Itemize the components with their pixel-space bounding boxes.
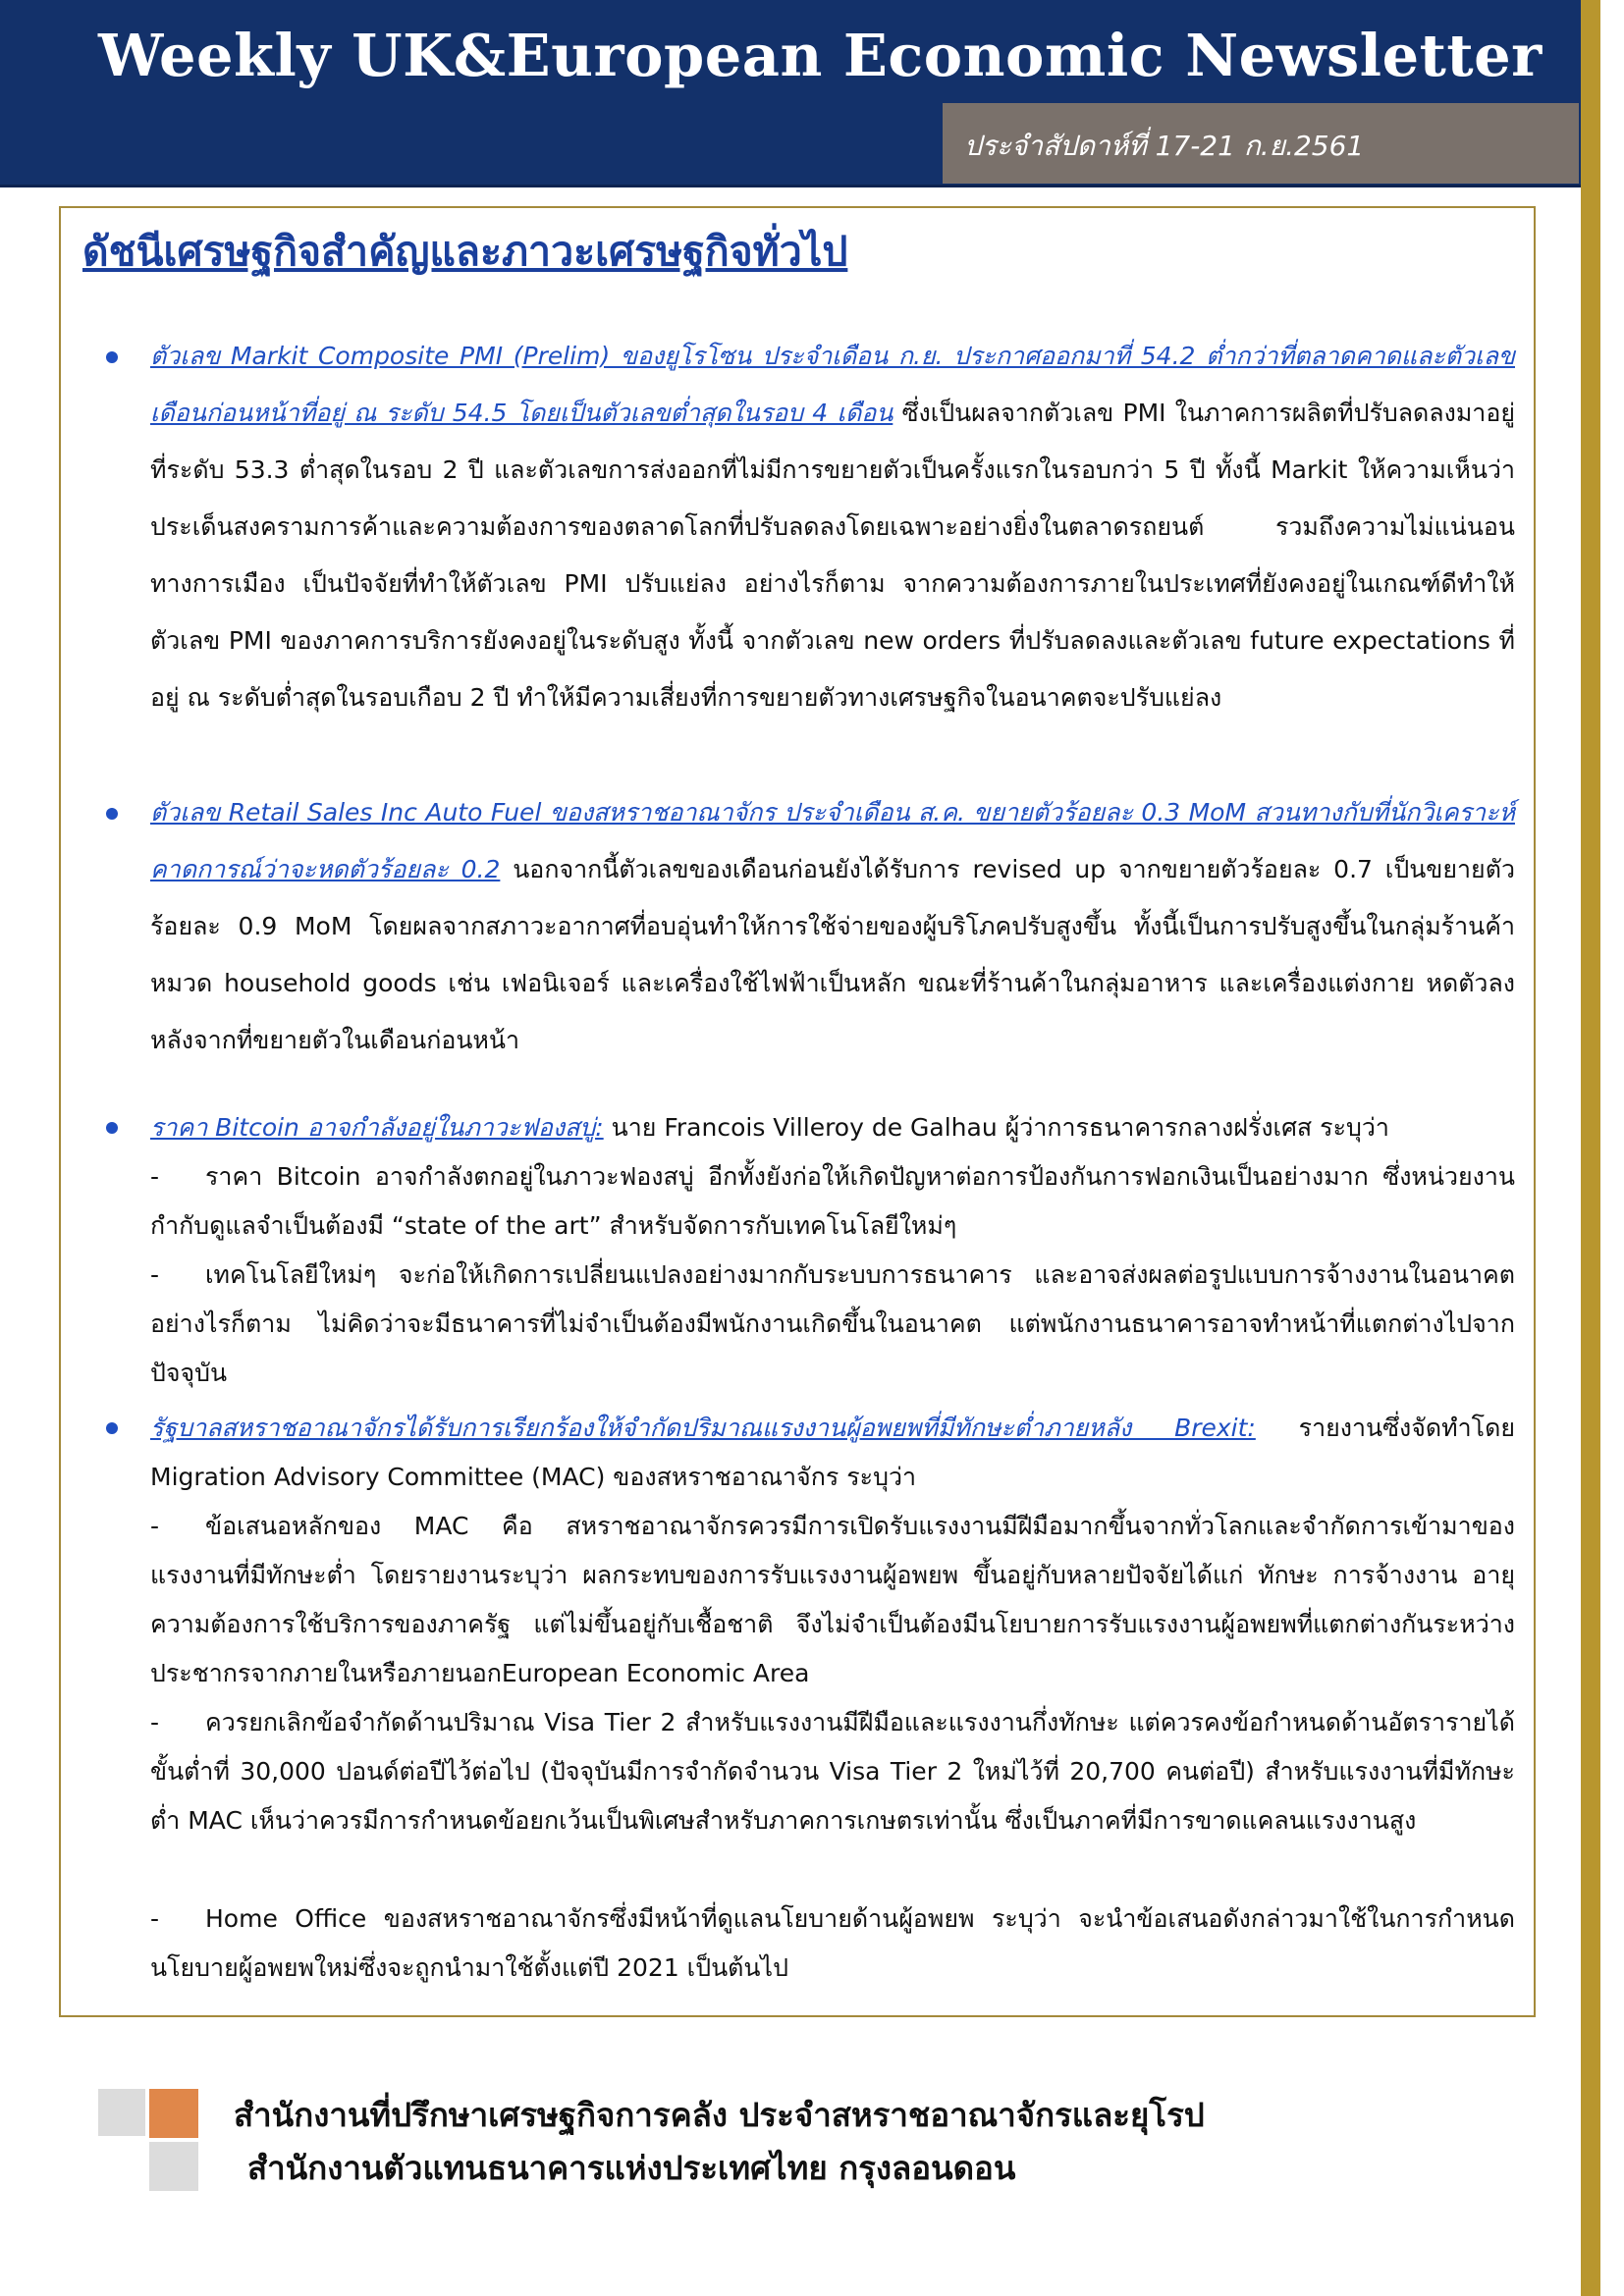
news-item-lead: รัฐบาลสหราชอาณาจักรได้รับการเรียกร้องให้จำกัดปริมาณแรงงานผู้อพยพที่มีทักษะต่ำภายหลัง Brexit: bbox=[150, 1414, 1256, 1442]
bullet-icon bbox=[106, 808, 118, 820]
sub-point bbox=[150, 1251, 1515, 1398]
dash-marker: - bbox=[150, 1260, 160, 1289]
news-item-body: นอกจากนี้ตัวเลขของเดือนก่อนยังได้รับการ revised up จากขยายตัวร้อยละ 0.7 เป็นขยายตัวร้อยละ 0.9 MoM โดยผลจากสภาวะอากาศที่อบอุ่นทำให้การใช้จ่ายของผู้บริโภคปรับสูงขึ้น ทั้งนี้เป็นการปรับสูงขึ้นในกลุ่มร้านค้าหมวด household goods เช่น เฟอนิเจอร์ และเครื่องใช้ไฟฟ้าเป็นหลัก ขณะที่ร้านค้าในกลุ่มอาหาร และเครื่องแต่งกาย หดตัวลงหลังจากที่ขยายตัวในเดือนก่อนหน้า bbox=[150, 855, 1515, 1054]
issue-date: ประจำสัปดาห์ที่ 17-21 ก.ย.2561 bbox=[964, 130, 1365, 162]
bullet-icon bbox=[106, 1422, 118, 1434]
section-title: ดัชนีเศรษฐกิจสำคัญและภาวะเศรษฐกิจทั่วไป bbox=[82, 228, 848, 275]
sub-point bbox=[150, 1502, 1515, 1698]
news-item-lead: ราคา Bitcoin อาจกำลังอยู่ในภาวะฟองสบู่: bbox=[150, 1113, 604, 1142]
news-item-body: นาย Francois Villeroy de Galhau ผู้ว่าการธนาคารกลางฝรั่งเศส ระบุว่า bbox=[603, 1113, 1389, 1142]
news-item-body: ซึ่งเป็นผลจากตัวเลข PMI ในภาคการผลิตที่ปรับลดลงมาอยู่ที่ระดับ 53.3 ต่ำสุดในรอบ 2 ปี และตัวเลขการส่งออกที่ไม่มีการขยายตัวเป็นครั้งแรกในรอบกว่า 5 ปี ทั้งนี้ Markit ให้ความเห็นว่า ประเด็นสงครามการค้าและความต้องการของตลาดโลกที่ปรับลดลงโดยเฉพาะอย่างยิ่งในตลาดรถยนต์ รวมถึงความไม่แน่นอนทางการเมือง เป็นปัจจัยที่ทำให้ตัวเลข PMI ปรับแย่ลง อย่างไรก็ตาม จากความต้องการภายในประเทศที่ยังคงอยู่ในเกณฑ์ดีทำให้ตัวเลข PMI ของภาคการบริการยังคงอยู่ในระดับสูง ทั้งนี้ จากตัวเลข new orders ที่ปรับลดลงและตัวเลข future expectations ที่อยู่ ณ ระดับต่ำสุดในรอบเกือบ 2 ปี ทำให้มีความเสี่ยงที่การขยายตัวทางเศรษฐกิจในอนาคตจะปรับแย่ลง bbox=[150, 399, 1516, 712]
footer-grey-square bbox=[98, 2089, 145, 2136]
sub-point-text: ราคา Bitcoin อาจกำลังตกอยู่ในภาวะฟองสบู่ อีกทั้งยังก่อให้เกิดปัญหาต่อการป้องกันการฟอกเงินเป็นอย่างมาก ซึ่งหน่วยงานกำกับดูแลจำเป็นต้องมี “state of the art” สำหรับจัดการกับเทคโนโลยีใหม่ๆ bbox=[150, 1162, 1515, 1240]
header-banner bbox=[0, 0, 1593, 187]
news-item-lead: ตัวเลข Markit Composite PMI (Prelim) ของยูโรโซน ประจำเดือน ก.ย. ประกาศออกมาที่ 54.2 ต่ำกว่าที่ตลาดคาดและตัวเลขเดือนก่อนหน้าที่อยู่ ณ ระดับ 54.5 โดยเป็นตัวเลขต่ำสุดในรอบ 4 เดือน bbox=[150, 342, 1515, 427]
dash-marker: - bbox=[150, 1162, 160, 1191]
sub-point bbox=[150, 1152, 1515, 1251]
sub-point-text: เทคโนโลยีใหม่ๆ จะก่อให้เกิดการเปลี่ยนแปลงอย่างมากกับระบบการธนาคาร และอาจส่งผลต่อรูปแบบการจ้างงานในอนาคต อย่างไรก็ตาม ไม่คิดว่าจะมีธนาคารที่ไม่จำเป็นต้องมีพนักงานเกิดขึ้นในอนาคต แต่พนักงานธนาคารอาจทำหน้าที่แตกต่างไปจากปัจจุบัน bbox=[150, 1260, 1515, 1387]
footer-bank-office: สำนักงานตัวแทนธนาคารแห่งประเทศไทย กรุงลอนดอน bbox=[247, 2149, 1016, 2187]
sub-point-text: Home Office ของสหราชอาณาจักรซึ่งมีหน้าที่ดูแลนโยบายด้านผู้อพยพ ระบุว่า จะนำข้อเสนอดังกล่าวมาใช้ในการกำหนดนโยบายผู้อพยพใหม่ซึ่งจะถูกนำมาใช้ตั้งแต่ปี 2021 เป็นต้นไป bbox=[150, 1904, 1515, 1982]
sub-point bbox=[150, 1895, 1515, 1993]
gold-side-bar-top bbox=[1581, 0, 1600, 103]
date-banner bbox=[943, 103, 1579, 184]
footer-grey-square bbox=[149, 2142, 198, 2191]
bullet-icon bbox=[106, 351, 118, 363]
footer-orange-square bbox=[149, 2089, 198, 2138]
news-item-retail-sales bbox=[150, 784, 1515, 1069]
newsletter-title: Weekly UK&European Economic Newsletter bbox=[98, 22, 1543, 89]
news-item-bitcoin bbox=[150, 1103, 1515, 1152]
bullet-icon bbox=[106, 1122, 118, 1134]
news-item-migration bbox=[150, 1404, 1515, 1502]
news-item-body: รายงานซึ่งจัดทำโดย Migration Advisory Committee (MAC) ของสหราชอาณาจักร ระบุว่า bbox=[150, 1414, 1515, 1491]
sub-point bbox=[150, 1698, 1515, 1845]
dash-marker: - bbox=[150, 1708, 160, 1736]
news-item-pmi bbox=[150, 328, 1515, 726]
gold-side-bar bbox=[1581, 103, 1600, 2296]
dash-marker: - bbox=[150, 1904, 160, 1933]
sub-point-text: ข้อเสนอหลักของ MAC คือ สหราชอาณาจักรควรมีการเปิดรับแรงงานมีฝีมือมากขึ้นจากทั่วโลกและจำกัดการเข้ามาของแรงงานที่มีทักษะต่ำ โดยรายงานระบุว่า ผลกระทบของการรับแรงงานผู้อพยพ ขึ้นอยู่กับหลายปัจจัยได้แก่ ทักษะ การจ้างงาน อายุ ความต้องการใช้บริการของภาครัฐ แต่ไม่ขึ้นอยู่กับเชื้อชาติ จึงไม่จำเป็นต้องมีนโยบายการรับแรงงานผู้อพยพที่แตกต่างกันระหว่างประชากรจากภายในหรือภายนอกEuropean Economic Area bbox=[150, 1512, 1515, 1687]
dash-marker: - bbox=[150, 1512, 160, 1540]
footer-office-name: สำนักงานที่ปรึกษาเศรษฐกิจการคลัง ประจำสหราชอาณาจักรและยุโรป bbox=[234, 2096, 1205, 2134]
news-item-lead: ตัวเลข Retail Sales Inc Auto Fuel ของสหราชอาณาจักร ประจำเดือน ส.ค. ขยายตัวร้อยละ 0.3 MoM สวนทางกับที่นักวิเคราะห์คาดการณ์ว่าจะหดตัวร้อยละ 0.2 bbox=[150, 798, 1515, 883]
sub-point-text: ควรยกเลิกข้อจำกัดด้านปริมาณ Visa Tier 2 สำหรับแรงงานมีฝีมือและแรงงานกึ่งทักษะ แต่ควรคงข้อกำหนดด้านอัตรารายได้ขั้นต่ำที่ 30,000 ปอนด์ต่อปีไว้ต่อไป (ปัจจุบันมีการจำกัดจำนวน Visa Tier 2 ใหม่ไว้ที่ 20,700 คนต่อปี) สำหรับแรงงานที่มีทักษะต่ำ MAC เห็นว่าควรมีการกำหนดข้อยกเว้นเป็นพิเศษสำหรับภาคการเกษตรเท่านั้น ซึ่งเป็นภาคที่มีการขาดแคลนแรงงานสูง bbox=[150, 1708, 1515, 1835]
